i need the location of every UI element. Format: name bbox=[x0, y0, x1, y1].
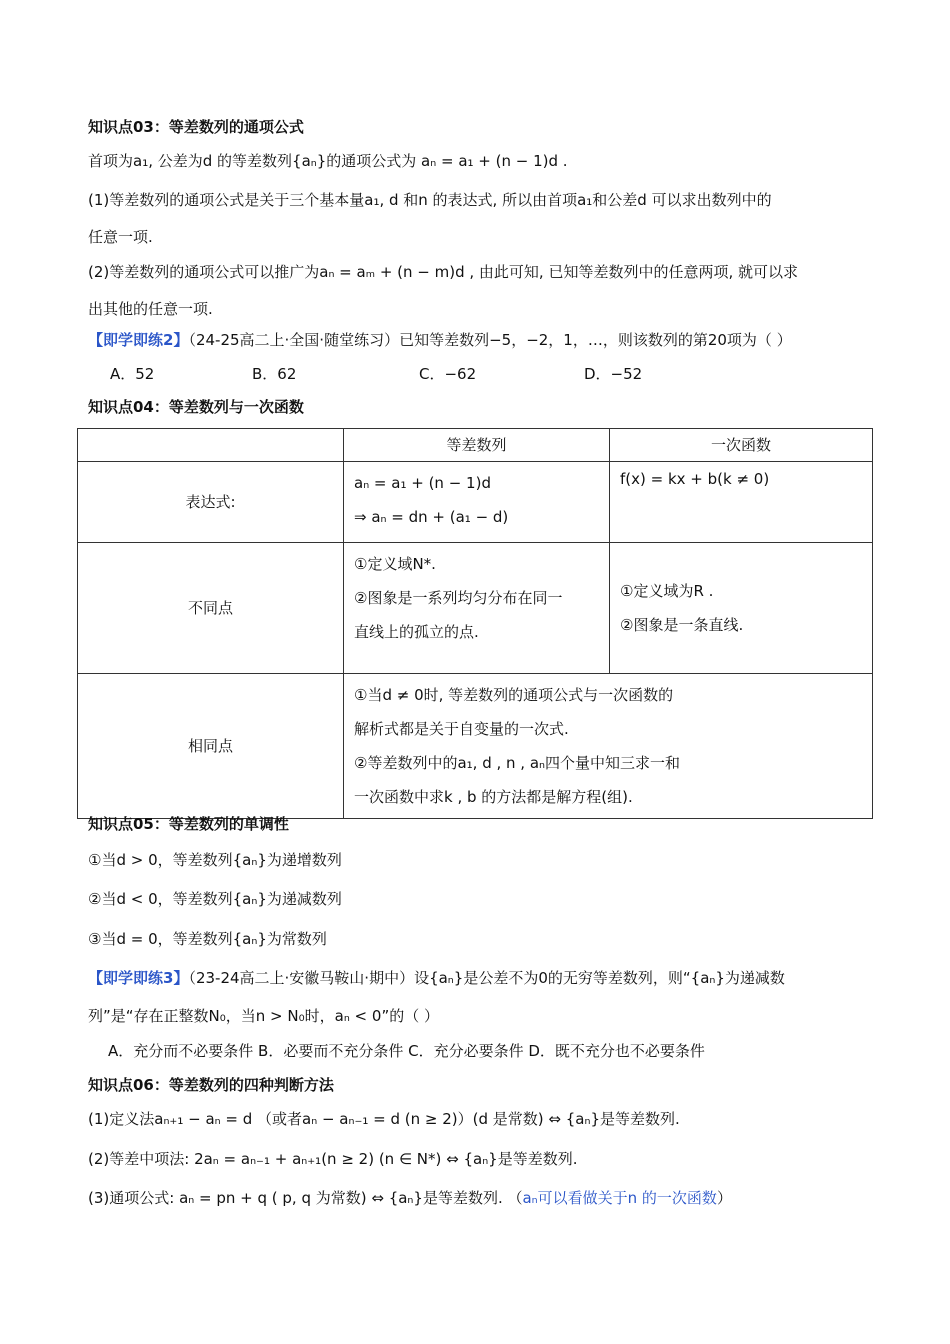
row-label-differences: 不同点 bbox=[78, 543, 344, 674]
cell-function-expression bbox=[610, 462, 873, 543]
kp03-line4: (2)等差数列的通项公式可以推广为aₙ = aₘ + (n − m)d , 由此可知, 已知等差数列中的任意两项, 就可以求 bbox=[88, 263, 798, 281]
kp06-method-3-note: aₙ可以看做关于n 的一次函数 bbox=[522, 1189, 717, 1207]
ex2-option-a: A．52 bbox=[110, 365, 155, 383]
kp06-method-3 bbox=[88, 1187, 732, 1209]
cell-line: ①当d ≠ 0时, 等差数列的通项公式与一次函数的 bbox=[354, 686, 674, 704]
kp05-item-1: ①当d > 0，等差数列{aₙ}为递增数列 bbox=[88, 851, 342, 869]
kp05-item-2: ②当d < 0，等差数列{aₙ}为递减数列 bbox=[88, 890, 342, 908]
exercise-3-text-1: （23-24高二上·安徽马鞍山·期中）设{aₙ}是公差不为0的无穷等差数列，则“{aₙ}为递减数 bbox=[188, 969, 785, 987]
kp05-item-3: ③当d = 0，等差数列{aₙ}为常数列 bbox=[88, 930, 327, 948]
cell-line: ②等差数列中的a₁, d , n , aₙ四个量中知三求一和 bbox=[354, 754, 680, 772]
ex3-options: A．充分而不必要条件 B．必要而不充分条件 C．充分必要条件 D．既不充分也不必要条件 bbox=[108, 1042, 705, 1060]
kp03-line1: 首项为a₁, 公差为d 的等差数列{aₙ}的通项公式为 aₙ = a₁ + (n − 1)d . bbox=[88, 152, 568, 170]
cell-line: 一次函数中求k , b 的方法都是解方程(组). bbox=[354, 788, 633, 806]
cell-line: aₙ = a₁ + (n − 1)d bbox=[354, 474, 491, 492]
cell-line: ①定义域N*. bbox=[354, 555, 436, 573]
row-label-expression: 表达式: bbox=[78, 462, 344, 543]
kp06-method-1: (1)定义法aₙ₊₁ − aₙ = d （或者aₙ − aₙ₋₁ = d (n ≥ 2)）(d 是常数) ⇔ {aₙ}是等差数列. bbox=[88, 1110, 680, 1128]
table-row bbox=[78, 674, 873, 819]
table-header-linear-function: 一次函数 bbox=[610, 429, 873, 462]
cell-line: 直线上的孤立的点. bbox=[354, 623, 479, 641]
exercise-3-text-2: 列”是“存在正整数N₀，当n > N₀时，aₙ < 0”的（ ） bbox=[88, 1007, 439, 1025]
cell-line: ①定义域为R . bbox=[620, 582, 714, 600]
cell-function-differences bbox=[610, 543, 873, 674]
cell-line: ⇒ aₙ = dn + (a₁ − d) bbox=[354, 508, 509, 526]
exercise-2 bbox=[88, 329, 792, 351]
exercise-2-tag: 【即学即练2】 bbox=[88, 331, 189, 349]
exercise-3 bbox=[88, 967, 785, 989]
exercise-3-tag: 【即学即练3】 bbox=[88, 969, 189, 987]
table-header-sequence: 等差数列 bbox=[344, 429, 610, 462]
kp03-line2: (1)等差数列的通项公式是关于三个基本量a₁, d 和n 的表达式, 所以由首项a₁和公差d 可以求出数列中的 bbox=[88, 191, 772, 209]
ex2-option-b: B．62 bbox=[252, 365, 297, 383]
table-header-empty bbox=[78, 429, 344, 462]
kp06-method-2: (2)等差中项法: 2aₙ = aₙ₋₁ + aₙ₊₁(n ≥ 2) (n ∈ N*) ⇔ {aₙ}是等差数列. bbox=[88, 1150, 578, 1168]
kp03-line3: 任意一项. bbox=[88, 228, 153, 246]
ex2-option-d: D．−52 bbox=[584, 365, 643, 383]
kp06-method-3-close: ） bbox=[716, 1189, 732, 1207]
row-label-similarities: 相同点 bbox=[78, 674, 344, 819]
comparison-table bbox=[77, 428, 873, 819]
cell-line: ②图象是一条直线. bbox=[620, 616, 744, 634]
table-header-row bbox=[78, 429, 873, 462]
cell-sequence-differences bbox=[344, 543, 610, 674]
exercise-2-text: （24-25高二上·全国·随堂练习）已知等差数列−5，−2，1，…，则该数列的第20项为（ ） bbox=[188, 331, 792, 349]
kp03-title: 知识点03：等差数列的通项公式 bbox=[88, 118, 304, 136]
cell-similarities bbox=[344, 674, 873, 819]
kp06-method-3-main: (3)通项公式: aₙ = pn + q ( p, q 为常数) ⇔ {aₙ}是等差数列. （ bbox=[88, 1189, 523, 1207]
cell-line: 解析式都是关于自变量的一次式. bbox=[354, 720, 569, 738]
table-row bbox=[78, 543, 873, 674]
cell-line: f(x) = kx + b(k ≠ 0) bbox=[620, 470, 770, 488]
ex2-option-c: C．−62 bbox=[419, 365, 477, 383]
table-row bbox=[78, 462, 873, 543]
kp04-title: 知识点04：等差数列与一次函数 bbox=[88, 398, 304, 416]
kp05-title: 知识点05：等差数列的单调性 bbox=[88, 815, 289, 833]
kp03-line5: 出其他的任意一项. bbox=[88, 300, 213, 318]
kp06-title: 知识点06：等差数列的四种判断方法 bbox=[88, 1076, 334, 1094]
cell-line: ②图象是一系列均匀分布在同一 bbox=[354, 589, 563, 607]
cell-sequence-expression bbox=[344, 462, 610, 543]
